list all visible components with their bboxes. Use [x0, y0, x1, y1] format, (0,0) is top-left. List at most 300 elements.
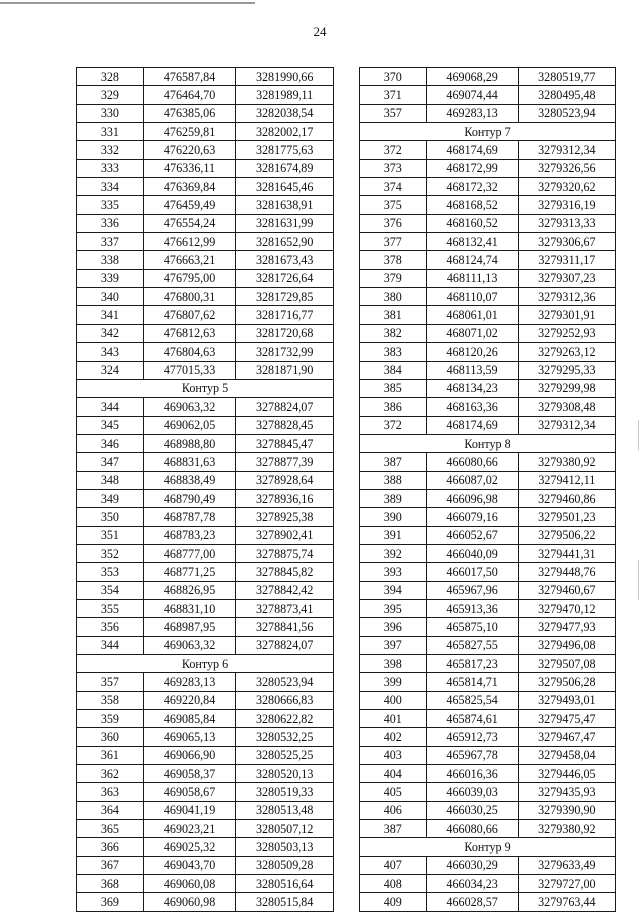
coordinate-x: 476554,24 — [143, 214, 236, 232]
table-row — [77, 471, 334, 489]
point-number: 364 — [77, 801, 144, 819]
coordinate-x: 468172,99 — [426, 159, 518, 177]
table-row — [360, 324, 616, 342]
coordinate-x: 476812,63 — [143, 324, 236, 342]
point-number: 361 — [77, 746, 144, 764]
table-row — [360, 453, 616, 471]
coordinate-x: 476800,31 — [143, 288, 236, 306]
table-row — [77, 141, 334, 159]
point-number: 335 — [77, 196, 144, 214]
point-number: 347 — [77, 453, 144, 471]
coordinate-y: 3279412,11 — [518, 471, 615, 489]
point-number: 401 — [360, 710, 427, 728]
table-row — [77, 618, 334, 636]
coordinate-y: 3280532,25 — [236, 728, 334, 746]
table-row — [360, 86, 616, 104]
coordinate-y: 3279475,47 — [518, 710, 615, 728]
point-number: 392 — [360, 544, 427, 562]
table-row — [360, 765, 616, 783]
point-number: 379 — [360, 269, 427, 287]
coordinate-y: 3279301,91 — [518, 306, 615, 324]
coordinate-x: 476807,62 — [143, 306, 236, 324]
coordinate-y: 3279458,04 — [518, 746, 615, 764]
coordinate-y: 3279435,93 — [518, 783, 615, 801]
point-number: 351 — [77, 526, 144, 544]
point-number: 348 — [77, 471, 144, 489]
table-row — [77, 233, 334, 251]
coordinate-y: 3279308,48 — [518, 398, 615, 416]
point-number: 357 — [77, 673, 144, 691]
table-row — [77, 508, 334, 526]
point-number: 375 — [360, 196, 427, 214]
coordinate-y: 3279252,93 — [518, 324, 615, 342]
coordinate-x: 468831,63 — [143, 453, 236, 471]
table-row — [360, 141, 616, 159]
table-row — [77, 178, 334, 196]
coordinate-x: 466080,66 — [426, 820, 518, 838]
table-row — [360, 379, 616, 397]
point-number: 396 — [360, 618, 427, 636]
coordinate-y: 3279507,08 — [518, 655, 615, 673]
point-number: 374 — [360, 178, 427, 196]
point-number: 324 — [77, 361, 144, 379]
point-number: 384 — [360, 361, 427, 379]
coordinate-x: 468988,80 — [143, 434, 236, 452]
coordinate-x: 468168,52 — [426, 196, 518, 214]
point-number: 365 — [77, 820, 144, 838]
coordinate-y: 3279316,19 — [518, 196, 615, 214]
point-number: 328 — [77, 68, 144, 86]
point-number: 337 — [77, 233, 144, 251]
table-row — [360, 673, 616, 691]
point-number: 362 — [77, 765, 144, 783]
contour-header-row — [360, 123, 616, 141]
table-row — [360, 783, 616, 801]
contour-label: Контур 6 — [77, 655, 334, 673]
coordinate-y: 3279477,93 — [518, 618, 615, 636]
coordinate-x: 468826,95 — [143, 581, 236, 599]
coordinate-y: 3279501,23 — [518, 508, 615, 526]
coordinate-y: 3279460,86 — [518, 489, 615, 507]
coordinate-x: 469023,21 — [143, 820, 236, 838]
table-row — [77, 343, 334, 361]
coordinate-y: 3279295,33 — [518, 361, 615, 379]
point-number: 358 — [77, 691, 144, 709]
point-number: 368 — [77, 875, 144, 893]
coordinate-y: 3279311,17 — [518, 251, 615, 269]
coordinate-x: 468172,32 — [426, 178, 518, 196]
point-number: 367 — [77, 856, 144, 874]
coordinate-y: 3280503,13 — [236, 838, 334, 856]
coordinate-y: 3280520,13 — [236, 765, 334, 783]
point-number: 405 — [360, 783, 427, 801]
point-number: 346 — [77, 434, 144, 452]
table-row — [360, 68, 616, 86]
coordinate-y: 3279390,90 — [518, 801, 615, 819]
coordinate-x: 469066,90 — [143, 746, 236, 764]
coordinate-y: 3279320,62 — [518, 178, 615, 196]
table-row — [77, 783, 334, 801]
table-row — [77, 434, 334, 452]
coordinate-x: 469074,44 — [426, 86, 518, 104]
table-row — [360, 398, 616, 416]
point-number: 378 — [360, 251, 427, 269]
point-number: 397 — [360, 636, 427, 654]
coordinate-x: 469063,32 — [143, 398, 236, 416]
coordinate-y: 3279506,28 — [518, 673, 615, 691]
table-row — [360, 269, 616, 287]
coordinate-x: 466030,29 — [426, 856, 518, 874]
coordinate-x: 468174,69 — [426, 141, 518, 159]
coordinate-y: 3279470,12 — [518, 599, 615, 617]
table-row — [360, 196, 616, 214]
coordinate-y: 3278873,41 — [236, 599, 334, 617]
coordinate-x: 468111,13 — [426, 269, 518, 287]
coordinate-y: 3280525,25 — [236, 746, 334, 764]
point-number: 404 — [360, 765, 427, 783]
point-number: 369 — [77, 893, 144, 911]
coordinate-y: 3281775,63 — [236, 141, 334, 159]
coordinate-x: 466028,57 — [426, 893, 518, 911]
table-row — [77, 710, 334, 728]
table-row — [77, 563, 334, 581]
coordinate-x: 465814,71 — [426, 673, 518, 691]
point-number: 353 — [77, 563, 144, 581]
table-row — [77, 856, 334, 874]
table-row — [360, 856, 616, 874]
coordinate-x: 476804,63 — [143, 343, 236, 361]
coordinate-x: 468134,23 — [426, 379, 518, 397]
point-number: 333 — [77, 159, 144, 177]
table-row — [77, 820, 334, 838]
point-number: 388 — [360, 471, 427, 489]
point-number: 395 — [360, 599, 427, 617]
coordinate-y: 3281726,64 — [236, 269, 334, 287]
coordinate-y: 3278936,16 — [236, 489, 334, 507]
coordinate-x: 469041,19 — [143, 801, 236, 819]
point-number: 345 — [77, 416, 144, 434]
table-row — [77, 324, 334, 342]
coordinate-x: 465967,78 — [426, 746, 518, 764]
coordinate-x: 465913,36 — [426, 599, 518, 617]
coordinate-x: 476459,49 — [143, 196, 236, 214]
table-row — [77, 893, 334, 911]
scan-mark — [638, 560, 639, 600]
point-number: 330 — [77, 104, 144, 122]
point-number: 387 — [360, 820, 427, 838]
point-number: 360 — [77, 728, 144, 746]
table-row — [77, 673, 334, 691]
table-row — [360, 618, 616, 636]
coordinate-y: 3279727,00 — [518, 875, 615, 893]
coordinate-y: 3280516,64 — [236, 875, 334, 893]
table-row — [77, 86, 334, 104]
coordinate-x: 468132,41 — [426, 233, 518, 251]
coordinates-table-right — [359, 67, 616, 912]
coordinate-y: 3279312,36 — [518, 288, 615, 306]
coordinate-y: 3280495,48 — [518, 86, 615, 104]
point-number: 331 — [77, 123, 144, 141]
table-row — [77, 526, 334, 544]
coordinate-y: 3279326,56 — [518, 159, 615, 177]
coordinate-y: 3280523,94 — [236, 673, 334, 691]
coordinate-y: 3279306,67 — [518, 233, 615, 251]
coordinate-y: 3278824,07 — [236, 398, 334, 416]
coordinate-y: 3280513,48 — [236, 801, 334, 819]
point-number: 359 — [77, 710, 144, 728]
coordinate-y: 3280523,94 — [518, 104, 615, 122]
point-number: 376 — [360, 214, 427, 232]
coordinate-y: 3279460,67 — [518, 581, 615, 599]
coordinate-y: 3281716,77 — [236, 306, 334, 324]
coordinate-y: 3282002,17 — [236, 123, 334, 141]
coordinate-y: 3279506,22 — [518, 526, 615, 544]
coordinate-x: 469283,13 — [426, 104, 518, 122]
table-row — [360, 801, 616, 819]
point-number: 342 — [77, 324, 144, 342]
coordinate-x: 476587,84 — [143, 68, 236, 86]
coordinate-x: 466040,09 — [426, 544, 518, 562]
point-number: 400 — [360, 691, 427, 709]
point-number: 334 — [77, 178, 144, 196]
point-number: 406 — [360, 801, 427, 819]
coordinate-y: 3279467,47 — [518, 728, 615, 746]
coordinate-x: 468071,02 — [426, 324, 518, 342]
coordinate-y: 3281631,99 — [236, 214, 334, 232]
contour-label: Контур 5 — [77, 379, 334, 397]
table-row — [77, 636, 334, 654]
coordinate-y: 3280519,77 — [518, 68, 615, 86]
coordinate-y: 3281720,68 — [236, 324, 334, 342]
coordinate-x: 469220,84 — [143, 691, 236, 709]
coordinate-y: 3280515,84 — [236, 893, 334, 911]
point-number: 393 — [360, 563, 427, 581]
point-number: 391 — [360, 526, 427, 544]
coordinate-x: 469058,37 — [143, 765, 236, 783]
coordinate-y: 3278841,56 — [236, 618, 334, 636]
point-number: 341 — [77, 306, 144, 324]
coordinate-y: 3280666,83 — [236, 691, 334, 709]
coordinate-x: 469060,08 — [143, 875, 236, 893]
table-row — [77, 361, 334, 379]
coordinate-y: 3278902,41 — [236, 526, 334, 544]
coordinate-x: 476369,84 — [143, 178, 236, 196]
table-row — [77, 746, 334, 764]
table-row — [360, 581, 616, 599]
table-row — [77, 306, 334, 324]
coordinate-x: 465912,73 — [426, 728, 518, 746]
coordinate-y: 3279299,98 — [518, 379, 615, 397]
table-row — [360, 875, 616, 893]
table-row — [360, 636, 616, 654]
coordinate-y: 3281674,89 — [236, 159, 334, 177]
coordinate-y: 3278845,47 — [236, 434, 334, 452]
table-row — [77, 269, 334, 287]
coordinate-x: 468787,78 — [143, 508, 236, 526]
coordinate-x: 465827,55 — [426, 636, 518, 654]
contour-header-row — [360, 434, 616, 452]
coordinate-x: 468777,00 — [143, 544, 236, 562]
coordinate-y: 3278842,42 — [236, 581, 334, 599]
coordinate-y: 3279448,76 — [518, 563, 615, 581]
point-number: 381 — [360, 306, 427, 324]
coordinate-x: 469062,05 — [143, 416, 236, 434]
coordinate-x: 466096,98 — [426, 489, 518, 507]
point-number: 352 — [77, 544, 144, 562]
coordinate-y: 3279380,92 — [518, 453, 615, 471]
coordinate-y: 3281652,90 — [236, 233, 334, 251]
coordinate-y: 3280622,82 — [236, 710, 334, 728]
coordinate-y: 3279380,92 — [518, 820, 615, 838]
table-row — [360, 471, 616, 489]
table-row — [360, 233, 616, 251]
table-row — [360, 306, 616, 324]
coordinate-y: 3281729,85 — [236, 288, 334, 306]
contour-header-row — [77, 379, 334, 397]
table-row — [77, 875, 334, 893]
coordinate-y: 3279763,44 — [518, 893, 615, 911]
table-row — [77, 838, 334, 856]
point-number: 372 — [360, 416, 427, 434]
table-row — [77, 728, 334, 746]
coordinate-y: 3278828,45 — [236, 416, 334, 434]
coordinate-y: 3279446,05 — [518, 765, 615, 783]
coordinate-x: 466052,67 — [426, 526, 518, 544]
table-row — [77, 251, 334, 269]
table-row — [360, 544, 616, 562]
coordinate-x: 469060,98 — [143, 893, 236, 911]
coordinate-x: 476259,81 — [143, 123, 236, 141]
contour-header-row — [360, 838, 616, 856]
table-row — [77, 68, 334, 86]
point-number: 363 — [77, 783, 144, 801]
point-number: 394 — [360, 581, 427, 599]
table-row — [77, 765, 334, 783]
coordinates-table-right-body — [360, 68, 616, 912]
coordinate-x: 469063,32 — [143, 636, 236, 654]
table-row — [360, 710, 616, 728]
coordinate-x: 468120,26 — [426, 343, 518, 361]
point-number: 366 — [77, 838, 144, 856]
coordinate-y: 3278925,38 — [236, 508, 334, 526]
point-number: 332 — [77, 141, 144, 159]
point-number: 356 — [77, 618, 144, 636]
coordinate-x: 477015,33 — [143, 361, 236, 379]
point-number: 354 — [77, 581, 144, 599]
coordinate-y: 3279312,34 — [518, 141, 615, 159]
coordinate-x: 466039,03 — [426, 783, 518, 801]
coordinate-y: 3281732,99 — [236, 343, 334, 361]
coordinate-y: 3282038,54 — [236, 104, 334, 122]
coordinate-x: 468163,36 — [426, 398, 518, 416]
coordinate-x: 466017,50 — [426, 563, 518, 581]
coordinate-x: 468838,49 — [143, 471, 236, 489]
table-row — [360, 159, 616, 177]
point-number: 383 — [360, 343, 427, 361]
point-number: 389 — [360, 489, 427, 507]
table-row — [360, 214, 616, 232]
table-row — [360, 893, 616, 911]
coordinate-y: 3281638,91 — [236, 196, 334, 214]
coordinate-x: 469085,84 — [143, 710, 236, 728]
point-number: 385 — [360, 379, 427, 397]
table-row — [360, 746, 616, 764]
coordinate-y: 3279493,01 — [518, 691, 615, 709]
table-row — [360, 288, 616, 306]
coordinate-x: 466087,02 — [426, 471, 518, 489]
coordinate-x: 466034,23 — [426, 875, 518, 893]
page-number: 24 — [313, 24, 327, 39]
table-row — [77, 416, 334, 434]
coordinate-x: 465825,54 — [426, 691, 518, 709]
coordinate-y: 3279633,49 — [518, 856, 615, 874]
coordinate-x: 476663,21 — [143, 251, 236, 269]
table-row — [77, 691, 334, 709]
point-number: 371 — [360, 86, 427, 104]
contour-label: Контур 7 — [360, 123, 616, 141]
top-rule — [0, 2, 255, 4]
table-row — [360, 343, 616, 361]
coordinate-x: 465967,96 — [426, 581, 518, 599]
point-number: 377 — [360, 233, 427, 251]
point-number: 402 — [360, 728, 427, 746]
table-row — [360, 691, 616, 709]
coordinate-x: 469068,29 — [426, 68, 518, 86]
coordinate-y: 3278875,74 — [236, 544, 334, 562]
table-row — [360, 489, 616, 507]
coordinate-y: 3279496,08 — [518, 636, 615, 654]
table-row — [360, 655, 616, 673]
contour-label: Контур 9 — [360, 838, 616, 856]
point-number: 398 — [360, 655, 427, 673]
point-number: 399 — [360, 673, 427, 691]
coordinate-x: 466016,36 — [426, 765, 518, 783]
coordinate-x: 476336,11 — [143, 159, 236, 177]
table-row — [77, 489, 334, 507]
coordinate-x: 468771,25 — [143, 563, 236, 581]
table-row — [360, 104, 616, 122]
coordinate-x: 476220,63 — [143, 141, 236, 159]
point-number: 343 — [77, 343, 144, 361]
table-row — [77, 599, 334, 617]
coordinate-x: 476612,99 — [143, 233, 236, 251]
point-number: 344 — [77, 636, 144, 654]
point-number: 387 — [360, 453, 427, 471]
coordinate-x: 469025,32 — [143, 838, 236, 856]
coordinate-x: 468987,95 — [143, 618, 236, 636]
point-number: 409 — [360, 893, 427, 911]
coordinate-x: 469065,13 — [143, 728, 236, 746]
point-number: 336 — [77, 214, 144, 232]
point-number: 370 — [360, 68, 427, 86]
coordinate-y: 3281645,46 — [236, 178, 334, 196]
coordinate-x: 465875,10 — [426, 618, 518, 636]
coordinate-x: 468160,52 — [426, 214, 518, 232]
contour-label: Контур 8 — [360, 434, 616, 452]
point-number: 349 — [77, 489, 144, 507]
point-number: 357 — [360, 104, 427, 122]
point-number: 340 — [77, 288, 144, 306]
coordinate-y: 3281673,43 — [236, 251, 334, 269]
coordinate-y: 3279441,31 — [518, 544, 615, 562]
table-row — [77, 453, 334, 471]
table-row — [77, 581, 334, 599]
coordinate-x: 468790,49 — [143, 489, 236, 507]
coordinate-x: 476464,70 — [143, 86, 236, 104]
table-row — [360, 599, 616, 617]
coordinate-y: 3280509,28 — [236, 856, 334, 874]
coordinate-y: 3281990,66 — [236, 68, 334, 86]
